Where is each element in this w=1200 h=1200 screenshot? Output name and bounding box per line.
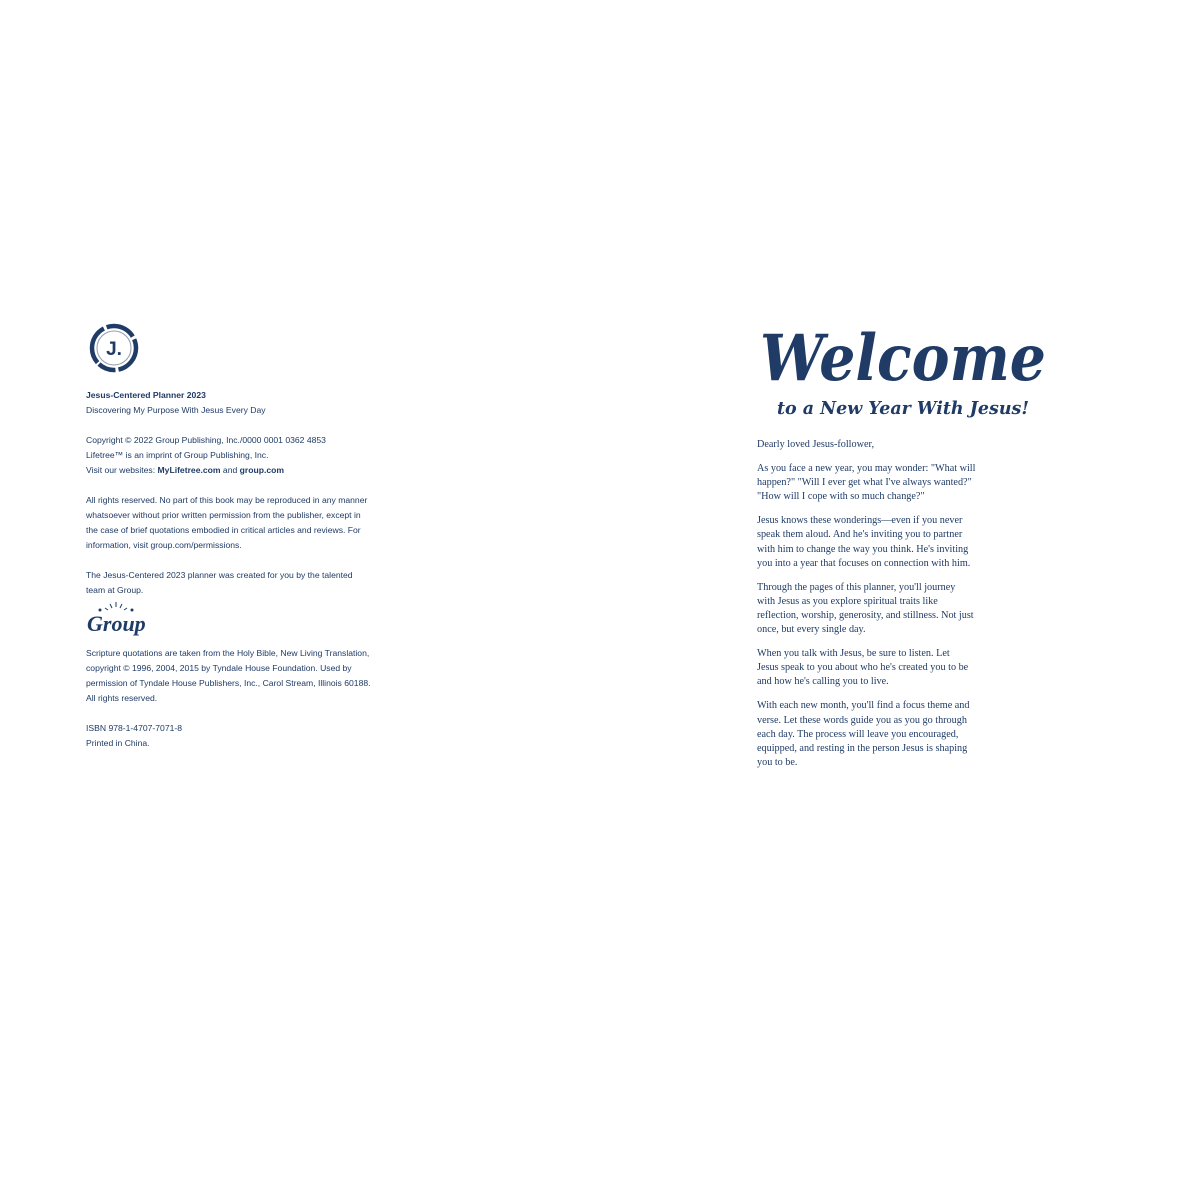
scripture-line: Scripture quotations are taken from the Holy Bible, New Living Translation, — [86, 648, 370, 658]
welcome-heading — [757, 318, 1049, 398]
book-subtitle: Discovering My Purpose With Jesus Every Day — [86, 405, 266, 415]
websites-line — [86, 463, 446, 478]
copyright-line: Copyright © 2022 Group Publishing, Inc./0000 0001 0362 4853 — [86, 435, 326, 445]
rights-line: All rights reserved. No part of this book may be reproduced in any manner — [86, 495, 368, 505]
copyright-block — [86, 433, 446, 478]
paragraph-line: reflection, worship, generosity, and stillness. Not just — [757, 609, 974, 621]
paragraph — [757, 581, 1057, 637]
paragraph-line: with Jesus as you explore spiritual traits like — [757, 595, 938, 607]
welcome-subtitle-text: to a New Year With Jesus! — [777, 398, 1029, 419]
credit-line: The Jesus-Centered 2023 planner was created for you by the talented — [86, 570, 353, 580]
paragraph-line: "How will I cope with so much change?" — [757, 491, 925, 503]
group-link[interactable]: group.com — [239, 465, 285, 475]
paragraph — [757, 462, 1057, 504]
paragraph-line: Through the pages of this planner, you'll journey — [757, 581, 956, 593]
scripture-line: copyright © 1996, 2004, 2015 by Tyndale House Foundation. Used by — [86, 663, 352, 673]
scripture-line: permission of Tyndale House Publishers, Inc., Carol Stream, Illinois 60188. — [86, 678, 371, 688]
paragraph-line: equipped, and resting in the person Jesus is shaping — [757, 742, 968, 754]
paragraph-line: and how he's calling you to live. — [757, 676, 889, 688]
paragraph-line: happen?" "Will I ever get what I've always wanted?" — [757, 477, 972, 489]
title-block — [86, 388, 446, 418]
websites-prefix: Visit our websites: — [86, 465, 158, 475]
logo-letter: J. — [106, 339, 122, 360]
paragraph-line: you into a year that focuses on connection with him. — [757, 557, 971, 569]
rights-line: the case of brief quotations embodied in critical articles and reviews. For — [86, 525, 361, 535]
printed-in: Printed in China. — [86, 738, 150, 748]
paragraph-line: speak them aloud. And he's inviting you to partner — [757, 529, 963, 541]
websites-middle: and — [220, 465, 240, 475]
paragraph-line: When you talk with Jesus, be sure to listen. Let — [757, 648, 950, 660]
rights-line: information, visit group.com/permissions. — [86, 540, 242, 550]
group-logo-icon — [86, 600, 166, 636]
paragraph-line: As you face a new year, you may wonder: "What will — [757, 463, 976, 475]
mylifetree-link[interactable]: MyLifetree.com — [157, 465, 221, 475]
scripture-line: All rights reserved. — [86, 693, 158, 703]
paragraph-line: Jesus knows these wonderings—even if you never — [757, 515, 963, 527]
welcome-title-text: Welcome — [760, 321, 1046, 396]
greeting: Dearly loved Jesus-follower, — [757, 439, 874, 450]
credit-line: team at Group. — [86, 585, 144, 595]
book-title: Jesus-Centered Planner 2023 — [86, 390, 206, 400]
jesus-centered-logo-icon — [86, 320, 142, 376]
credit-block — [86, 568, 446, 598]
paragraph-line: Jesus speak to you about who he's created you to be — [757, 662, 969, 674]
isbn-block — [86, 721, 446, 751]
paragraph-line: With each new month, you'll find a focus theme and — [757, 700, 970, 712]
paragraph-line: verse. Let these words guide you as you go through — [757, 714, 967, 726]
paragraph-line: you to be. — [757, 756, 798, 768]
left-page — [86, 320, 446, 751]
paragraph — [757, 699, 1057, 769]
paragraph — [757, 514, 1057, 570]
svg-text:Group: Group — [87, 611, 146, 636]
imprint-line: Lifetree™ is an imprint of Group Publishing, Inc. — [86, 450, 269, 460]
scripture-block — [86, 646, 446, 706]
welcome-subheading — [773, 394, 1033, 422]
paragraph — [757, 647, 1057, 689]
paragraph-line: with him to change the way you think. He's inviting — [757, 543, 969, 555]
rights-line: whatsoever without prior written permission from the publisher, except in — [86, 510, 361, 520]
rights-block — [86, 493, 446, 553]
isbn: ISBN 978-1-4707-7071-8 — [86, 723, 183, 733]
paragraph-line: each day. The process will leave you encouraged, — [757, 728, 959, 740]
right-page — [757, 318, 1057, 780]
paragraph-line: once, but every single day. — [757, 624, 866, 636]
